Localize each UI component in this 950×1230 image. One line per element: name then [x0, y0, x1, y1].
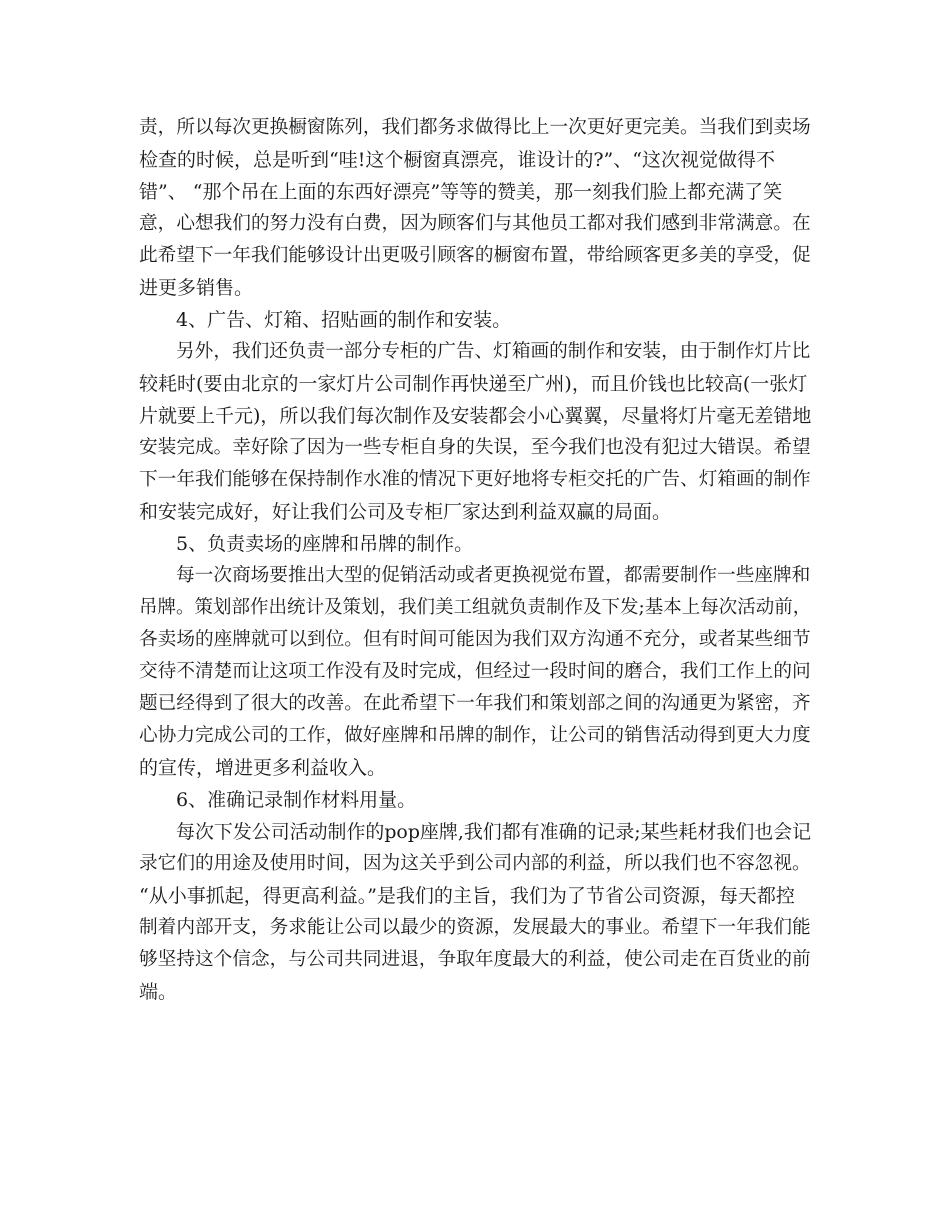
paragraph-line: 此希望下一年我们能够设计出更吸引顾客的橱窗布置，带给顾客更多美的享受，促 [139, 245, 811, 266]
paragraph-line: 错”、 “那个吊在上面的东西好漂亮”等等的赞美，那一刻我们脸上都充满了笑 [139, 181, 783, 203]
paragraph-line: 够坚持这个信念，与公司共同进退，争取年度最大的利益，使公司走在百货业的前 [139, 949, 811, 970]
paragraph-line: 制着内部开支，务求能让公司以最少的资源，发展最大的事业。希望下一年我们能 [139, 917, 811, 938]
paragraph-line: 安装完成。幸好除了因为一些专柜自身的失误，至今我们也没有犯过大错误。希望 [139, 437, 811, 458]
paragraph-line: 意，心想我们的努力没有白费，因为顾客们与其他员工都对我们感到非常满意。在 [139, 213, 811, 234]
paragraph-first-line: 另外，我们还负责一部分专柜的广告、灯箱画的制作和安装，由于制作灯片比 [176, 341, 811, 362]
paragraph-first-line: 每次下发公司活动制作的pop座牌,我们都有准确的记录;某些耗材我们也会记 [176, 821, 812, 843]
paragraph-first-line: 5、负责卖场的座牌和吊牌的制作。 [176, 533, 474, 555]
paragraph-line: 交待不清楚而让这项工作没有及时完成，但经过一段时间的磨合，我们工作上的问 [139, 661, 811, 682]
paragraph-line: 较耗时(要由北京的一家灯片公司制作再快递至广州)，而且价钱也比较高(一张灯 [139, 373, 808, 395]
paragraph-first-line: 6、准确记录制作材料用量。 [176, 789, 417, 811]
paragraph-line: 心协力完成公司的工作，做好座牌和吊牌的制作，让公司的销售活动得到更大力度 [139, 725, 811, 746]
paragraph-line: 片就要上千元)，所以我们每次制作及安装都会小心翼翼，尽量将灯片毫无差错地 [139, 405, 812, 427]
paragraph-line: 检查的时候，总是听到“哇!这个橱窗真漂亮，谁设计的?”、“这次视觉做得不 [139, 149, 775, 171]
paragraph-line: 下一年我们能够在保持制作水准的情况下更好地将专柜交托的广告、灯箱画的制作 [139, 469, 811, 490]
paragraph-line: “从小事抓起，得更高利益。”是我们的主旨，我们为了节省公司资源，每天都控 [139, 885, 795, 907]
paragraph-line: 题已经得到了很大的改善。在此希望下一年我们和策划部之间的沟通更为紧密，齐 [139, 693, 811, 714]
paragraph-line: 和安装完成好，好让我们公司及专柜厂家达到利益双赢的局面。 [139, 501, 672, 523]
paragraph-line: 责，所以每次更换橱窗陈列，我们都务求做得比上一次更好更完美。当我们到卖场 [139, 117, 811, 138]
paragraph-line: 进更多销售。 [139, 277, 254, 299]
paragraph-first-line: 4、广告、灯箱、招贴画的制作和安装。 [176, 309, 512, 331]
paragraph-line: 的宣传，增进更多利益收入。 [139, 757, 387, 779]
paragraph-first-line: 每一次商场要推出大型的促销活动或者更换视觉布置，都需要制作一些座牌和 [176, 565, 811, 586]
paragraph-line: 各卖场的座牌就可以到位。但有时间可能因为我们双方沟通不充分，或者某些细节 [139, 629, 811, 650]
document-body [139, 112, 811, 1008]
paragraph-line: 端。 [139, 981, 178, 1003]
paragraph-line: 录它们的用途及使用时间，因为这关乎到公司内部的利益，所以我们也不容忽视。 [139, 853, 811, 874]
paragraph-line: 吊牌。策划部作出统计及策划，我们美工组就负责制作及下发;基本上每次活动前， [139, 597, 812, 618]
